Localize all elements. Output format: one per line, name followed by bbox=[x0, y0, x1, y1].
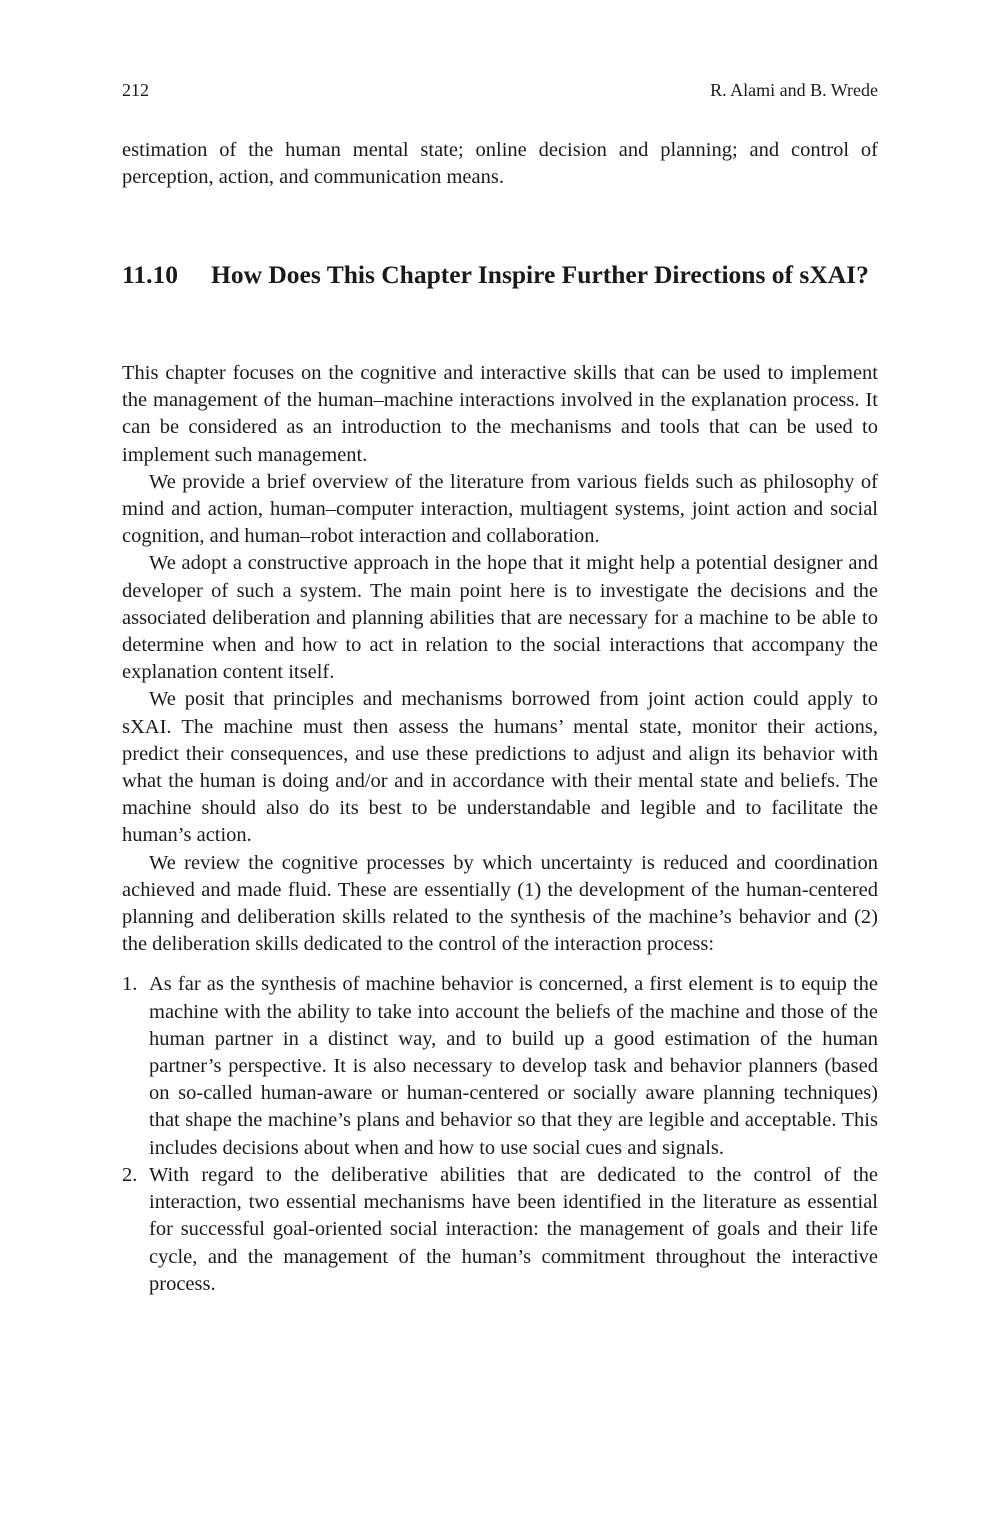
page-number: 212 bbox=[122, 80, 149, 100]
section-body bbox=[122, 360, 878, 1298]
running-head-authors: R. Alami and B. Wrede bbox=[710, 80, 878, 100]
body-paragraph: We provide a brief overview of the literature from various fields such as philosophy of mind and action, human–computer interaction, multiagent systems, joint action and social cognition, and human–robot interaction and collaboration. bbox=[122, 470, 878, 548]
list-item-text: With regard to the deliberative abilities that are dedicated to the control of the interaction, two essential mechanisms have been identified in the literature as essential for successful goal-oriented social interaction: the management of goals and their life cycle, and the management of the human’s commitment throughout the interactive process. bbox=[149, 1163, 878, 1295]
enumerated-list bbox=[122, 971, 878, 1297]
list-item-text: As far as the synthesis of machine behavior is concerned, a first element is to equip the machine with the ability to take into account the beliefs of the machine and those of the human partner in a distinct way, and to build up a good estimation of the human partner’s perspective. It is also necessary to develop task and behavior planners (based on so-called human-aware or human-centered or socially aware planning techniques) that shape the machine’s plans and behavior so that they are legible and acceptable. This includes decisions about when and how to use social cues and signals. bbox=[149, 973, 878, 1159]
list-item bbox=[122, 971, 878, 1161]
list-item-number: 1. bbox=[122, 973, 138, 996]
section-title: How Does This Chapter Inspire Further Directions of sXAI? bbox=[211, 260, 869, 289]
body-paragraph: This chapter focuses on the cognitive and interactive skills that can be used to implement the management of the human–machine interactions involved in the explanation process. It can be considered as an introduction to the mechanisms and tools that can be used to implement such management. bbox=[122, 362, 878, 466]
continued-paragraph: estimation of the human mental state; online decision and planning; and control of perception, action, and communication means. bbox=[122, 139, 878, 189]
body-paragraph: We adopt a constructive approach in the hope that it might help a potential designer and developer of such a system. The main point here is to investigate the decisions and the associated deliberation and planning abilities that are necessary for a machine to be able to determine when and how to act in relation to the social interactions that accompany the explanation content itself. bbox=[122, 552, 878, 684]
running-head bbox=[122, 78, 878, 102]
list-item bbox=[122, 1162, 878, 1298]
section-heading bbox=[122, 259, 878, 291]
body-paragraph: We review the cognitive processes by which uncertainty is reduced and coordination achieved and made fluid. These are essentially (1) the development of the human-centered planning and deliberation skills related to the synthesis of the machine’s behavior and (2) the deliberation skills dedicated to the control of the interaction process: bbox=[122, 851, 878, 956]
body-paragraph: We posit that principles and mechanisms borrowed from joint action could apply to sXAI. The machine must then assess the humans’ mental state, monitor their actions, predict their consequences, and use these predictions to adjust and align its behavior with what the human is doing and/or and in accordance with their mental state and beliefs. The machine should also do its best to be understandable and legible and to facilitate the human’s action. bbox=[122, 688, 878, 847]
list-item-number: 2. bbox=[122, 1163, 138, 1186]
section-number: 11.10 bbox=[122, 260, 178, 289]
